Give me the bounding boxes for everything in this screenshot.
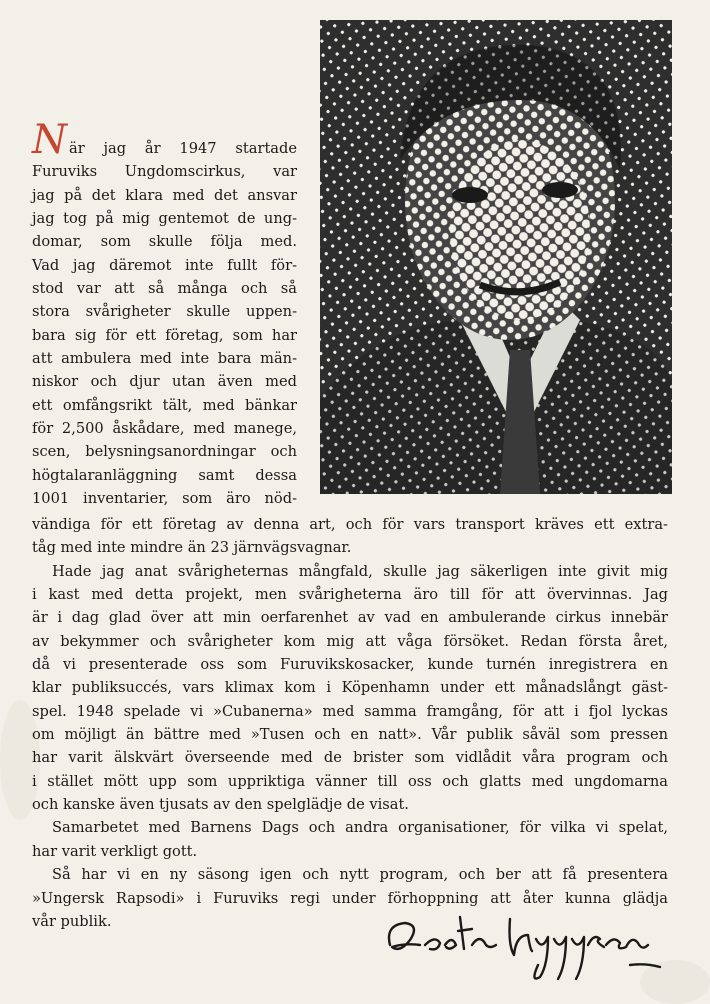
text-line: för 2,500 åskådare, med manege, xyxy=(32,420,297,438)
text-line: bara sig för ett företag, som har xyxy=(32,326,297,344)
text-line: 1001 inventarier, som äro nöd- xyxy=(32,490,297,508)
text-line: niskor och djur utan även med xyxy=(32,373,297,391)
intro-column xyxy=(32,117,297,511)
text-line: vår publik. xyxy=(32,912,112,930)
text-line: När jag år 1947 startade xyxy=(32,117,297,163)
text-line: Så har vi en ny säsong igen och nytt program, och ber att få presentera xyxy=(52,866,668,884)
signature xyxy=(380,905,680,985)
text-line: stora svårigheter skulle uppen- xyxy=(32,303,297,321)
text-line: i kast med detta projekt, men svårigheterna äro till för att övervinnas. Jag xyxy=(32,586,668,604)
text-line: spel. 1948 spelade vi »Cubanerna» med samma framgång, för att i fjol lyckas xyxy=(32,702,668,720)
text-line: Vad jag däremot inte fullt för- xyxy=(32,256,297,274)
text-line: klar publiksuccés, vars klimax kom i Köpenhamn under ett månadslångt gäst- xyxy=(32,679,668,697)
text-line: av bekymmer och svårigheter kom mig att våga försöket. Redan första året, xyxy=(32,632,668,650)
text-line: vändiga för ett företag av denna art, och för vars transport kräves ett extra- xyxy=(32,516,668,533)
text-line: ett omfångsrikt tält, med bänkar xyxy=(32,396,297,414)
text-line: då vi presenterade oss som Furuvikskosacker, kunde turnén inregistrera en xyxy=(32,656,668,674)
text-line: jag på det klara med det ansvar xyxy=(32,186,297,204)
text-line: Hade jag anat svårigheternas mångfald, skulle jag säkerligen inte givit mig xyxy=(52,562,668,580)
text-line: tåg med inte mindre än 23 järnvägsvagnar. xyxy=(32,539,352,557)
text-line: att ambulera med inte bara män- xyxy=(32,350,297,368)
text-line: Samarbetet med Barnens Dags och andra organisationer, för vilka vi spelat, xyxy=(52,819,668,837)
text-line: om möjligt än bättre med »Tusen och en natt». Vår publik såväl som pressen xyxy=(32,726,668,744)
portrait-photo xyxy=(320,20,672,494)
text-line: scen, belysningsanordningar och xyxy=(32,443,297,461)
text-line: »Ungersk Rapsodi» i Furuviks regi under förhoppning att åter kunna glädja xyxy=(32,889,668,907)
text-line: och kanske även tjusats av den spelglädje de visat. xyxy=(32,796,409,814)
dropcap-letter: N xyxy=(32,117,67,163)
body-text xyxy=(32,513,668,933)
text-line: domar, som skulle följa med. xyxy=(32,233,297,251)
text-line: har varit verkligt gott. xyxy=(32,842,198,860)
text-line: i stället mött upp som uppriktiga vänner till oss och glatts med ungdomarna xyxy=(32,772,668,790)
text-line: Furuviks Ungdomscirkus, var xyxy=(32,163,297,181)
text-line: är i dag glad över att min oerfarenhet av vad en ambulerande cirkus innebär xyxy=(32,609,668,627)
text-line: har varit älskvärt överseende med de brister som vidlådit våra program och xyxy=(32,749,668,767)
text-line: högtalaranläggning samt dessa xyxy=(32,466,297,484)
text-line: jag tog på mig gentemot de ung- xyxy=(32,210,297,228)
text-line: stod var att så många och så xyxy=(32,280,297,298)
